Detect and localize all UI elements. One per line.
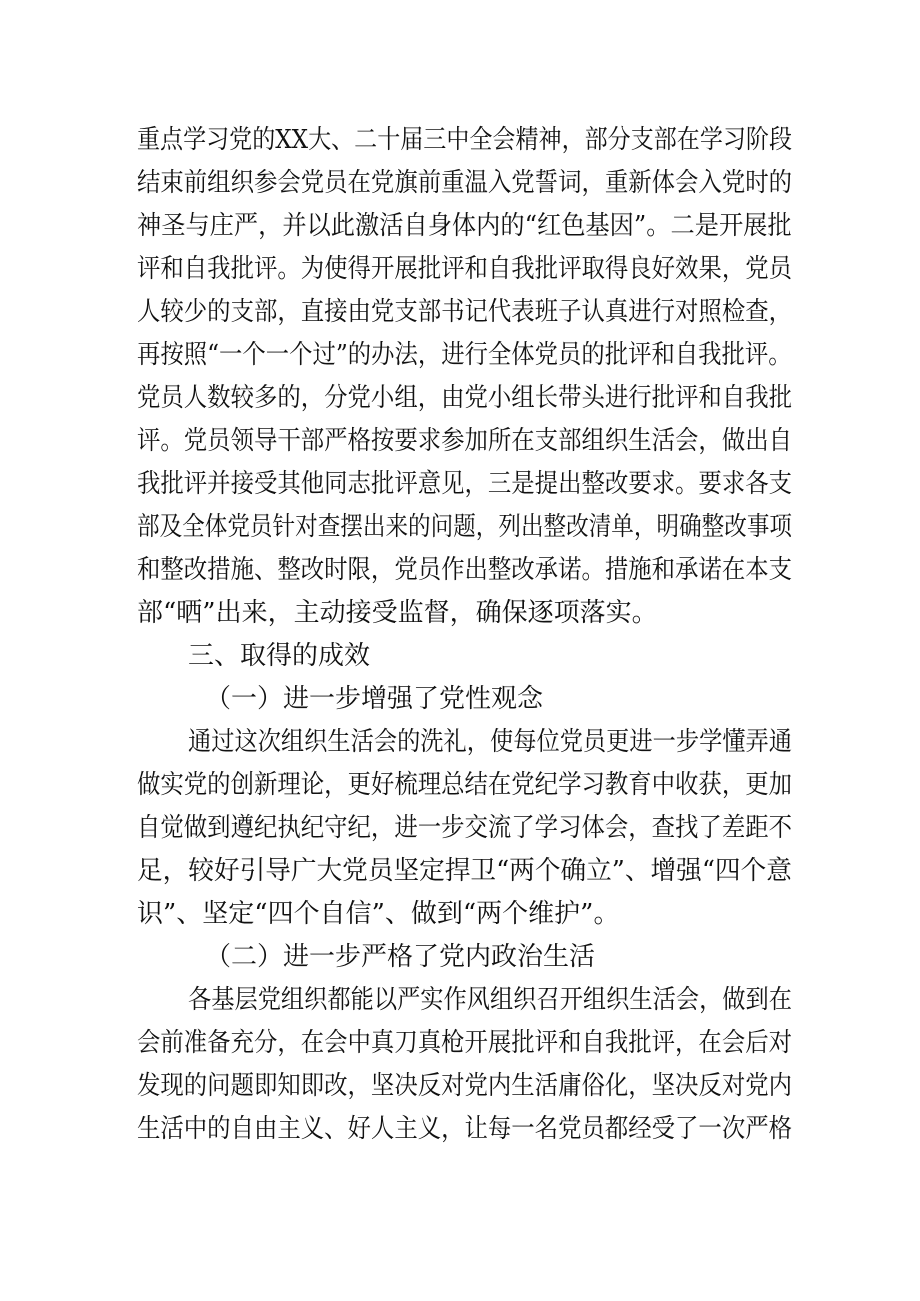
body-text-line: 识”、坚定“四个自信”、做到“两个维护”。 <box>137 899 620 929</box>
section-heading: 三、取得的成效 <box>188 641 371 671</box>
body-text-line: 通过这次组织生活会的洗礼，使每位党员更进一步学懂弄通 <box>188 727 793 757</box>
body-text-line: 部及全体党员针对查摆出来的问题，列出整改清单，明确整改事项 <box>137 512 793 542</box>
body-text-line: 评。党员领导干部严格按要求参加所在支部组织生活会，做出自 <box>137 426 793 456</box>
body-text-line: 足，较好引导广大党员坚定捍卫“两个确立”、增强“四个意 <box>137 856 792 886</box>
body-text-line: 重点学习党的XX大、二十届三中全会精神，部分支部在学习阶段 <box>137 125 793 155</box>
body-text-line: 自觉做到遵纪执纪守纪，进一步交流了学习体会，查找了差距不 <box>137 813 793 843</box>
body-text-line: 评和自我批评。为使得开展批评和自我批评取得良好效果，党员 <box>137 254 793 284</box>
body-text-line: 人较少的支部，直接由党支部书记代表班子认真进行对照检查， <box>137 297 793 327</box>
body-text-line: 各基层党组织都能以严实作风组织召开组织生活会，做到在 <box>188 985 793 1015</box>
body-text-line: 结束前组织参会党员在党旗前重温入党誓词，重新体会入党时的 <box>137 168 793 198</box>
subsection-heading: （二）进一步严格了党内政治生活 <box>205 942 596 972</box>
body-text-line: 我批评并接受其他同志批评意见，三是提出整改要求。要求各支 <box>137 469 793 499</box>
body-text-line: 做实党的创新理论，更好梳理总结在党纪学习教育中收获，更加 <box>137 770 793 800</box>
body-text-line: 神圣与庄严，并以此激活自身体内的“红色基因”。二是开展批 <box>137 211 792 241</box>
body-text-line: 发现的问题即知即改，坚决反对党内生活庸俗化，坚决反对党内 <box>137 1071 793 1101</box>
body-text-line: 和整改措施、整改时限，党员作出整改承诺。措施和承诺在本支 <box>137 555 793 585</box>
body-text-line: 会前准备充分，在会中真刀真枪开展批评和自我批评，在会后对 <box>137 1028 793 1058</box>
body-text-line: 党员人数较多的，分党小组，由党小组长带头进行批评和自我批 <box>137 383 793 413</box>
body-text-line: 部“晒”出来，主动接受监督，确保逐项落实。 <box>137 598 658 628</box>
body-text-line: 生活中的自由主义、好人主义，让每一名党员都经受了一次严格 <box>137 1114 793 1144</box>
subsection-heading: （一）进一步增强了党性观念 <box>205 684 544 714</box>
body-text-line: 再按照“一个一个过”的办法，进行全体党员的批评和自我批评。 <box>137 340 792 370</box>
